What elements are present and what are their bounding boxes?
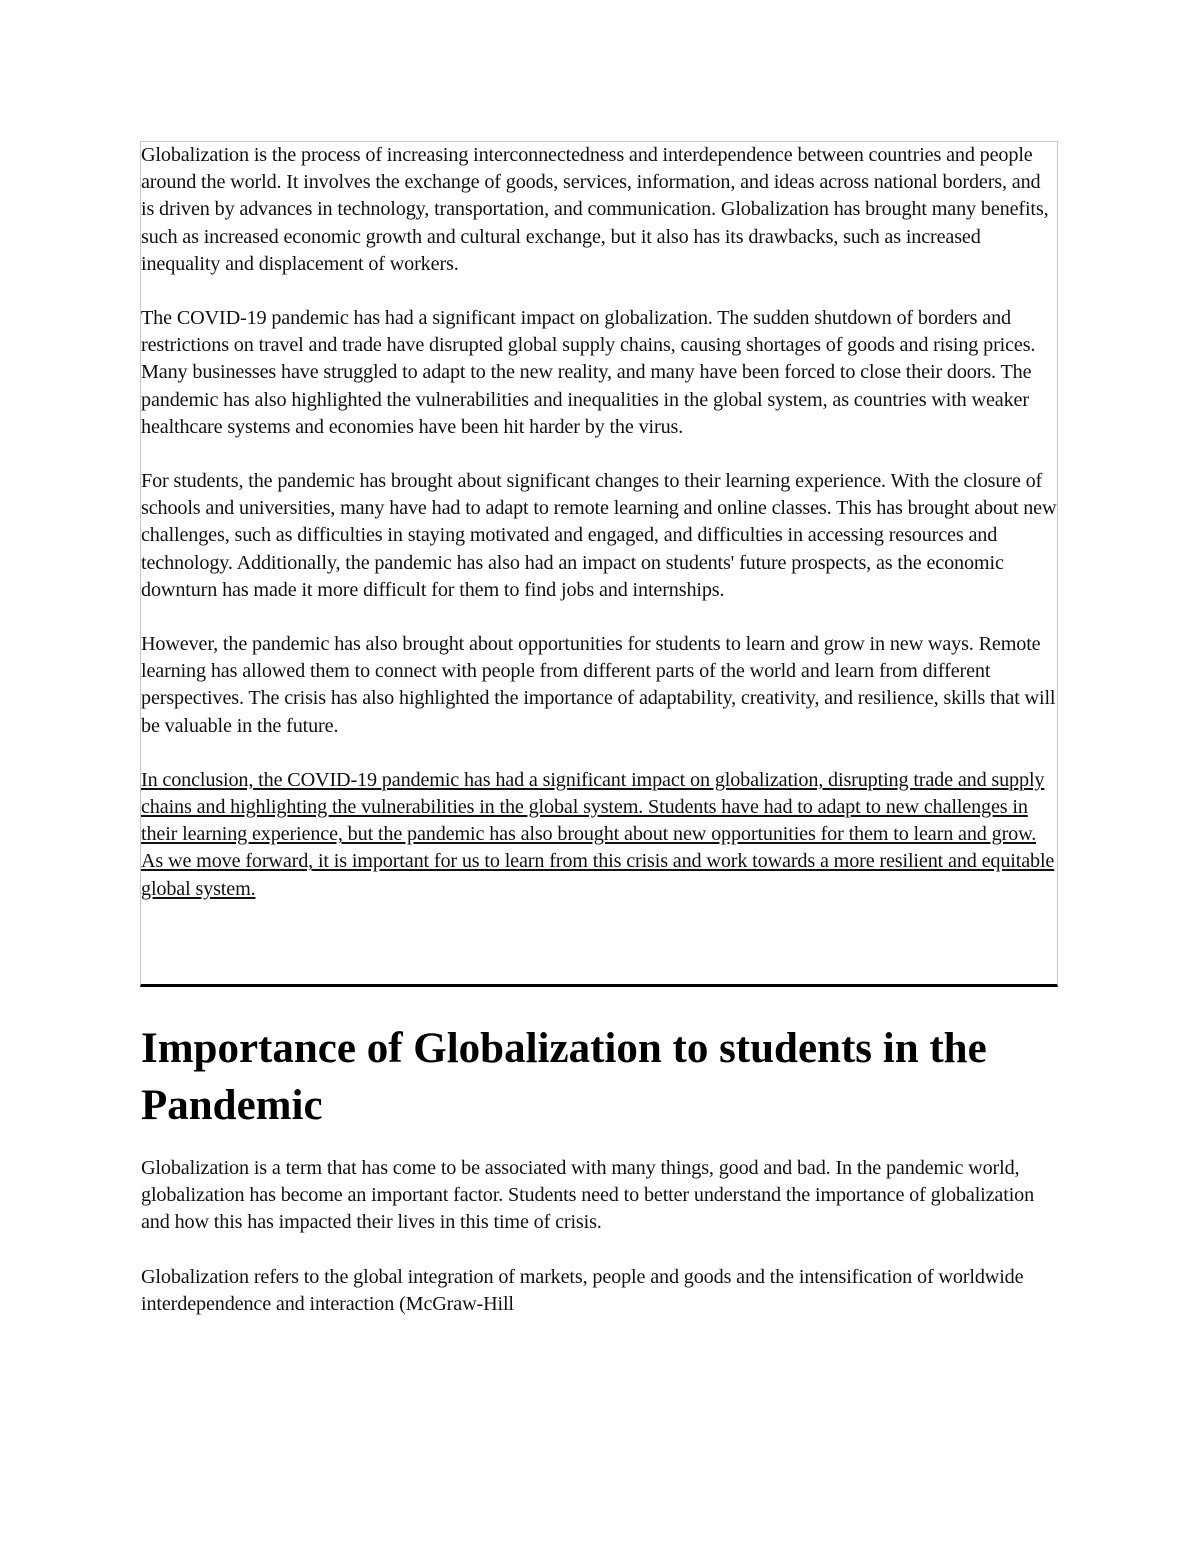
article-paragraph-2: Globalization refers to the global integration of markets, people and goods and the intensification of worldwide interdependence and interaction (McGraw-Hill	[141, 1265, 1024, 1315]
box-paragraph-4: However, the pandemic has also brought about opportunities for students to learn and grow in new ways. Remote learning has allowed them to connect with people from different parts of the world and learn from different perspectives. The crisis has also highlighted the importance of adaptability, creativity, and resilience, skills that will be valuable in the future.	[141, 633, 1056, 737]
article-body	[141, 1155, 1061, 1345]
box-paragraph-1: Globalization is the process of increasing interconnectedness and interdependence between countries and people around the world. It involves the exchange of goods, services, information, and ideas across national borders, and is driven by advances in technology, transportation, and communication. Globalization has brought many benefits, such as increased economic growth and cultural exchange, but it also has its drawbacks, such as increased inequality and displacement of workers.	[141, 144, 1049, 275]
section-heading: Importance of Globalization to students in the Pandemic	[141, 1025, 987, 1129]
article-paragraph-1: Globalization is a term that has come to be associated with many things, good and bad. In the pandemic world, globalization has become an important factor. Students need to better understand the importance of globalization and how this has impacted their lives in this time of crisis.	[141, 1157, 1035, 1234]
box-paragraph-3: For students, the pandemic has brought about significant changes to their learning experience. With the closure of schools and universities, many have had to adapt to remote learning and online classes. This has brought about new challenges, such as difficulties in staying motivated and engaged, and difficulties in accessing resources and technology. Additionally, the pandemic has also had an impact on students' future prospects, as the economic downturn has made it more difficult for them to find jobs and internships.	[141, 470, 1057, 601]
box-paragraph-5: In conclusion, the COVID-19 pandemic has had a significant impact on globalization, disrupting trade and supply chains and highlighting the vulnerabilities in the global system. Students have had to adapt to new challenges in their learning experience, but the pandemic has also brought about new opportunities for them to learn and grow. As we move forward, it is important for us to learn from this crisis and work towards a more resilient and equitable global system.	[141, 768, 1055, 900]
box-paragraph-2: The COVID-19 pandemic has had a significant impact on globalization. The sudden shutdown of borders and restrictions on travel and trade have disrupted global supply chains, causing shortages of goods and rising prices. Many businesses have struggled to adapt to the new reality, and many have been forced to close their doors. The pandemic has also highlighted the vulnerabilities and inequalities in the global system, as countries with weaker healthcare systems and economies have been hit harder by the virus.	[141, 307, 1036, 438]
summary-text-box	[140, 141, 1058, 987]
